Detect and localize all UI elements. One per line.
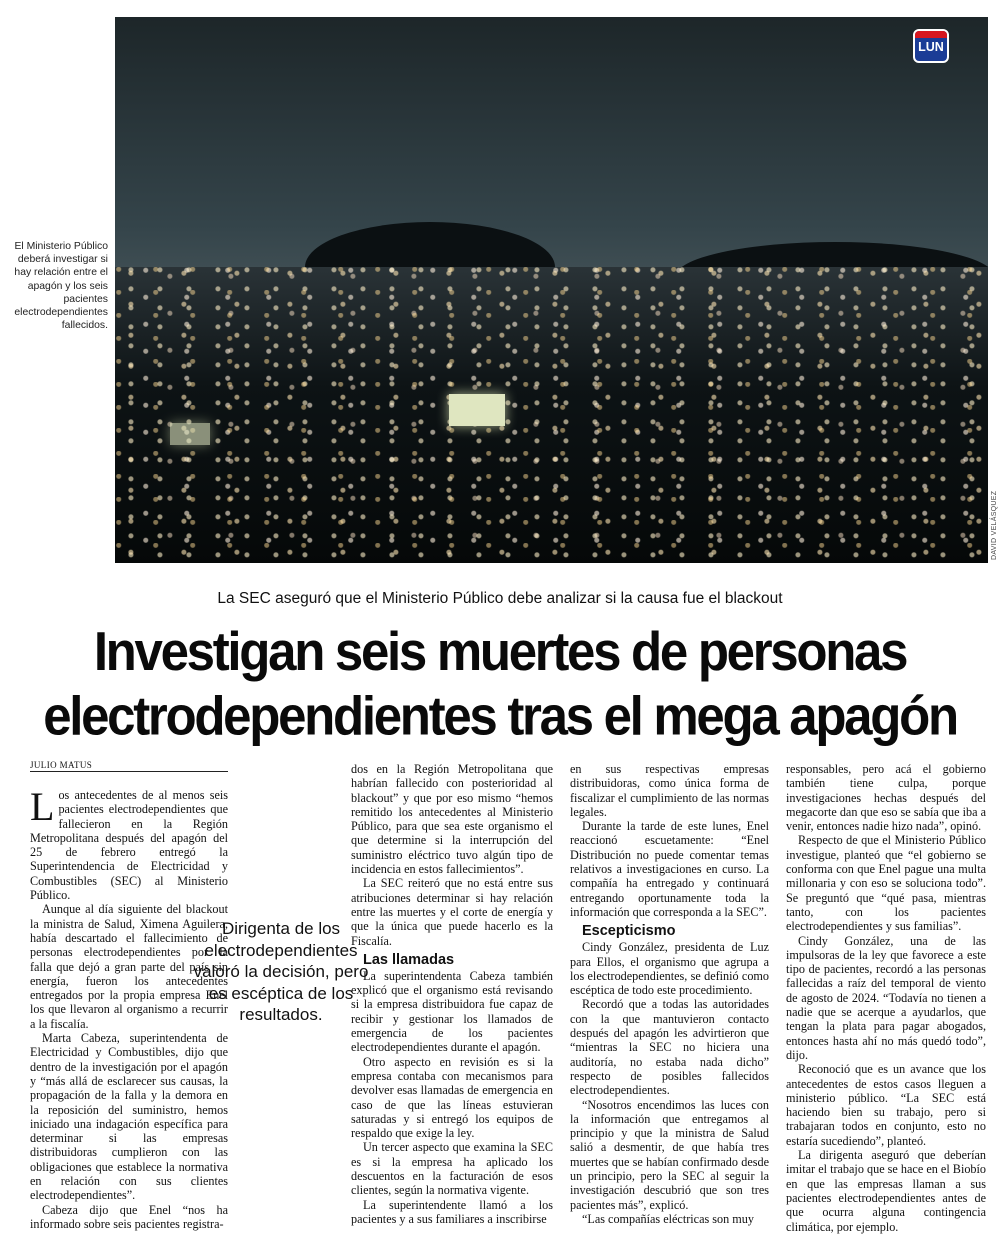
- article-paragraph: Respecto de que el Ministerio Público investigue, planteó que “el gobierno se conforma con que Enel pague una multa millonaria y con eso se soluciona todo”. Se preguntó que “qué pasa, mientras tanto, con los pacientes electrodependientes y sus familias”.: [786, 833, 986, 934]
- article-paragraph: Reconoció que es un avance que los antecedentes de estos casos lleguen a ministerio público. “La SEC está haciendo bien su trabajo, pero si trabajaran todos en conjunto, esto no estaría sucediendo”, planteó.: [786, 1062, 986, 1148]
- article-column-2: [351, 762, 553, 1226]
- kicker: La SEC aseguró que el Ministerio Público debe analizar si la causa fue el blackout: [217, 590, 783, 607]
- night-city-photo: [115, 17, 988, 563]
- photo-sky: [115, 17, 988, 277]
- logo-red-band: [915, 31, 947, 38]
- article-paragraph: Durante la tarde de este lunes, Enel reaccionó escuetamente: “Enel Distribución no puede comentar temas relativos a investigaciones en curso. La compañía ha entregado y continuará entregando oportunamente toda la información que corresponda a la SEC”.: [570, 819, 769, 919]
- photo-lit-building: [449, 394, 505, 426]
- article-paragraph: La superintendente llamó a los pacientes y a sus familiares a inscribirse: [351, 1197, 553, 1226]
- article-paragraph: “Las compañías eléctricas son muy: [582, 1211, 754, 1226]
- photo-credit: DAVID VELÁSQUEZ: [991, 490, 998, 560]
- subhead-llamadas: Las llamadas: [363, 951, 455, 968]
- headline: [0, 619, 1000, 749]
- article-paragraph: Cabeza dijo que Enel “nos ha informado sobre seis pacientes registra-: [30, 1202, 228, 1231]
- article-paragraph: La dirigenta aseguró que deberían imitar el trabajo que se hace en el Biobío en que las empresas llaman a sus pacientes electrodependientes antes de que ocurra alguna contingencia climática, por ejemplo.: [786, 1148, 986, 1234]
- article-column-3: [570, 762, 769, 1226]
- drop-cap: L: [30, 784, 55, 829]
- article-paragraph: dos en la Región Metropolitana que habrían fallecido con posterioridad al blackout” y que por eso mismo “hemos remitido los antecedentes al Ministerio Público, para que sea este organismo el que determine si la interrupción del suministro eléctrico tuvo algún tipo de incidencia en estos fallecimientos”.: [351, 762, 553, 877]
- article-paragraph: “Nosotros encendimos las luces con la información que entregamos al principio y que la ministra de Salud salió a desmentir, de que había tres muertes que se habían confirmado desde un principio, pero la SEC al seguir la investigación descubrió que son tres pacientes más”, explicó.: [570, 1097, 769, 1212]
- article-paragraph: Marta Cabeza, superintendenta de Electricidad y Combustibles, dijo que dentro de la investigación por el apagón y “más allá de esclarecer sus causas, la propagación de la falla y la demora en la reposición del suministro, hemos iniciado una indagación específica para determinar si las empresas distribuidoras cumplieron con las obligaciones que establece la normativa en relación con sus clientes electrodependientes”.: [30, 1031, 228, 1203]
- article-paragraph: Cindy González, presidenta de Luz para Ellos, el organismo que agrupa a los electrodependientes, se definió como escéptica de todo este procedimiento.: [570, 940, 769, 998]
- article-paragraph: Otro aspecto en revisión es si la empresa contaba con mecanismos para devolver esas llamadas de emergencia en caso de que las líneas estuvieran saturadas y si entregó los equipos de respaldo que exige la ley.: [351, 1054, 553, 1141]
- logo-text: LUN: [918, 40, 944, 54]
- article-paragraph: Cindy González, una de las impulsoras de la ley que favorece a este tipo de pacientes, recordó a las personas fallecidas a raíz del temporal de viento de agosto de 2024. “Todavía no tienen a nadie que se acerque a ayudarlos, que tengan la plata para pagar abogados, entonces hasta ahí no más quedó todo”, dijo.: [786, 933, 986, 1062]
- article-paragraph: Recordó que a todas las autoridades con la que mantuvieron contacto después del apagón les advirtieron que “mientras la SEC no hiciera una auditoría, no estaba nada dicho” respecto de posibles fallecidos electrodependientes.: [570, 997, 769, 1098]
- byline: JULIO MATUS: [30, 760, 228, 772]
- subhead-escepticismo: Escepticismo: [582, 923, 676, 940]
- headline-line-2: electrodependientes tras el mega apagón: [43, 684, 957, 747]
- article-paragraph: en sus respectivas empresas distribuidoras, como única forma de fiscalizar el cumplimiento de las normas legales.: [570, 762, 769, 819]
- article-paragraph: Un tercer aspecto que examina la SEC es si la empresa ha aplicado los descuentos en la facturación de esos clientes, según la normativa vigente.: [351, 1140, 553, 1198]
- pull-quote: Dirigenta de los electrodependientes valoró la decisión, pero es escéptica de los resultados.: [193, 919, 369, 1024]
- article-column-4: [786, 762, 986, 1234]
- headline-line-1: Investigan seis muertes de personas: [93, 620, 907, 682]
- lun-logo: [913, 29, 949, 63]
- article-paragraph: La superintendenta Cabeza también explicó que el organismo está revisando si la empresa distribuidora fue capaz de recibir y gestionar los llamados de emergencia de los pacientes electrodependientes durante el apagón.: [351, 968, 553, 1055]
- article-paragraph: Aunque al día siguiente del blackout la ministra de Salud, Ximena Aguilera, había descartado el fallecimiento de personas electrodependientes por la falla que dejó a gran parte del país sin energía, fueron los antecedentes entregados por la propia empresa Enel los que llevaron al organismo a recurrir a la fiscalía.: [30, 902, 228, 1031]
- article-paragraph: Los antecedentes de al menos seis pacientes electrodependientes que fallecieron en la Región Metropolitana después del apagón del 25 de febrero entregó la Superintendencia de Electricidad y Combustibles (SEC) al Ministerio Público.: [30, 784, 228, 903]
- article-paragraph: La SEC reiteró que no está entre sus atribuciones determinar si hay relación entre las muertes y el corte de energía y que la única que puede hacerlo es la Fiscalía.: [351, 876, 553, 948]
- photo-lit-building: [170, 423, 210, 445]
- photo-city-lights: [115, 267, 988, 563]
- article-paragraph: responsables, pero acá el gobierno también tiene culpa, porque investigaciones hechas después del megacorte dan que eso se sabía que iba a venir, entonces nadie hizo nada”, opinó.: [786, 762, 986, 834]
- photo-caption: El Ministerio Público deberá investigar si hay relación entre el apagón y los seis pacientes electrodependientes fallecidos.: [14, 241, 108, 332]
